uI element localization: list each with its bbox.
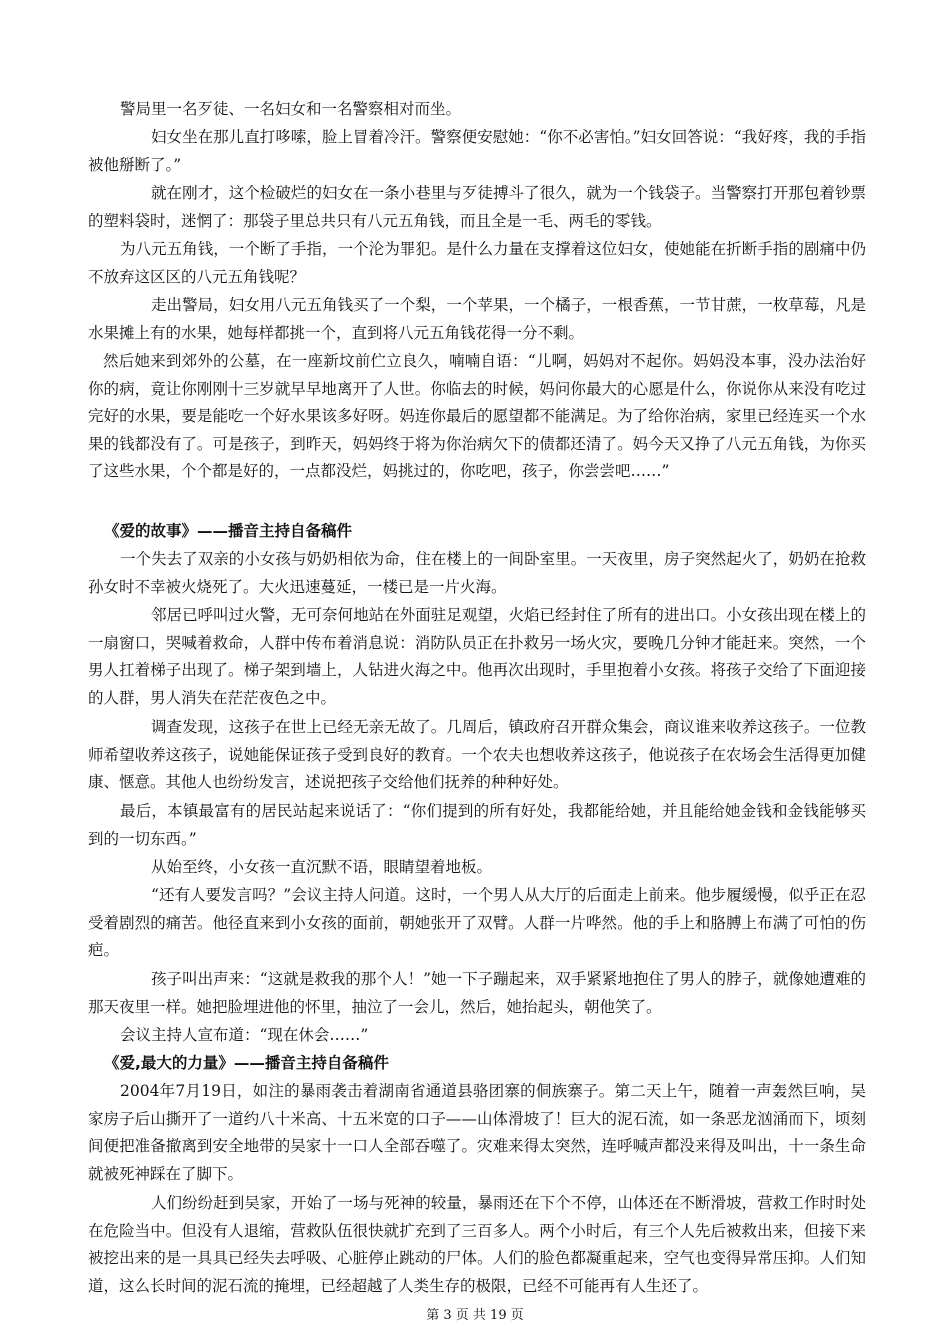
story1-paragraph-5: 走出警局，妇女用八元五角钱买了一个梨，一个苹果，一个橘子，一根香蕉，一节甘蔗，一枚草莓，凡是水果摊上有的水果，她每样都挑一个，直到将八元五角钱花得一分不剩。 [88,296,866,342]
story2-paragraph-4: 最后，本镇最富有的居民站起来说话了：“你们提到的所有好处，我都能给她，并且能给她金钱和金钱能够买到的一切东西。” [88,802,866,848]
story3-paragraph-2: 人们纷纷赶到吴家，开始了一场与死神的较量，暴雨还在下个不停，山体还在不断滑坡，营救工作时时处在危险当中。但没有人退缩，营救队伍很快就扩充到了三百多人。两个小时后，有三个人先后被救出来，但接下来被挖出来的是一具具已经失去呼吸、心脏停止跳动的尸体。人们的脸色都凝重起来，空气也变得异常压抑。人们知道，这么长时间的泥石流的掩埋，已经超越了人类生存的极限，已经不可能再有人生还了。 [88,1194,866,1295]
story2-paragraph-7: 孩子叫出声来：“这就是救我的那个人！”她一下子蹦起来，双手紧紧地抱住了男人的脖子，就像她遭难的那天夜里一样。她把脸埋进他的怀里，抽泣了一会儿，然后，她抬起头，朝他笑了。 [88,970,866,1016]
story1-paragraph-3: 就在刚才，这个检破烂的妇女在一条小巷里与歹徒搏斗了很久，就为一个钱袋子。当警察打开那包着钞票的塑料袋时，迷惘了：那袋子里总共只有八元五角钱，而且全是一毛、两毛的零钱。 [88,184,866,230]
story2-paragraph-3: 调查发现，这孩子在世上已经无亲无故了。几周后，镇政府召开群众集会，商议谁来收养这孩子。一位教师希望收养这孩子，说她能保证孩子受到良好的教育。一个农夫也想收养这孩子，他说孩子在农场会生活得更加健康、惬意。其他人也纷纷发言，述说把孩子交给他们抚养的种种好处。 [88,718,866,792]
story2-heading: 《爱的故事》——播音主持自备稿件 [104,522,353,540]
story3-heading: 《爱,最大的力量》——播音主持自备稿件 [104,1054,389,1072]
story1-paragraph-4: 为八元五角钱，一个断了手指，一个沦为罪犯。是什么力量在支撑着这位妇女，使她能在折断手指的剧痛中仍不放弃这区区的八元五角钱呢？ [88,240,866,286]
story3-paragraph-1: 2004年7月19日，如注的暴雨袭击着湖南省通道县骆团寨的侗族寨子。第二天上午，随着一声轰然巨响，吴家房子后山撕开了一道约八十米高、十五米宽的口子——山体滑坡了！巨大的泥石流，如一条恶龙汹涌而下，顷刻间便把准备撤离到安全地带的吴家十一口人全部吞噬了。灾难来得太突然，连呼喊声都没来得及叫出，十一条生命就被死神踩在了脚下。 [88,1082,866,1183]
story1-paragraph-6: 然后她来到郊外的公墓，在一座新坟前伫立良久，喃喃自语：“儿啊，妈妈对不起你。妈妈没本事，没办法治好你的病，竟让你刚刚十三岁就早早地离开了人世。你临去的时候，妈问你最大的心愿是什么，你说你从来没有吃过完好的水果，要是能吃一个好水果该多好呀。妈连你最后的愿望都不能满足。为了给你治病，家里已经连买一个水果的钱都没有了。可是孩子，到昨天，妈妈终于将为你治病欠下的债都还清了。妈今天又挣了八元五角钱，为你买了这些水果，个个都是好的，一点都没烂，妈挑过的，你吃吧，孩子，你尝尝吧……” [88,352,866,481]
story2-paragraph-2: 邻居已呼叫过火警，无可奈何地站在外面驻足观望，火焰已经封住了所有的进出口。小女孩出现在楼上的一扇窗口，哭喊着救命，人群中传布着消息说：消防队员正在扑救另一场火灾，要晚几分钟才能赶来。突然，一个男人扛着梯子出现了。梯子架到墙上，人钻进火海之中。他再次出现时，手里抱着小女孩。将孩子交给了下面迎接的人群，男人消失在茫茫夜色之中。 [88,606,866,707]
story2-paragraph-6: “还有人要发言吗？”会议主持人问道。这时，一个男人从大厅的后面走上前来。他步履缓慢，似乎正在忍受着剧烈的痛苦。他径直来到小女孩的面前，朝她张开了双臂。人群一片哗然。他的手上和胳膊上布满了可怕的伤疤。 [88,886,866,960]
story1-paragraph-2: 妇女坐在那儿直打哆嗦，脸上冒着冷汗。警察便安慰她：“你不必害怕。”妇女回答说：“我好疼，我的手指被他掰断了。” [88,128,866,174]
story2-paragraph-1: 一个失去了双亲的小女孩与奶奶相依为命，住在楼上的一间卧室里。一天夜里，房子突然起火了，奶奶在抢救孙女时不幸被火烧死了。大火迅速蔓延，一楼已是一片火海。 [88,550,866,596]
page-number-footer: 第 3 页 共 19 页 [426,1308,524,1323]
story1-paragraph-1: 警局里一名歹徒、一名妇女和一名警察相对而坐。 [120,100,462,118]
story2-paragraph-5: 从始至终，小女孩一直沉默不语，眼睛望着地板。 [151,858,493,876]
story2-paragraph-8: 会议主持人宣布道：“现在休会……” [120,1026,369,1044]
